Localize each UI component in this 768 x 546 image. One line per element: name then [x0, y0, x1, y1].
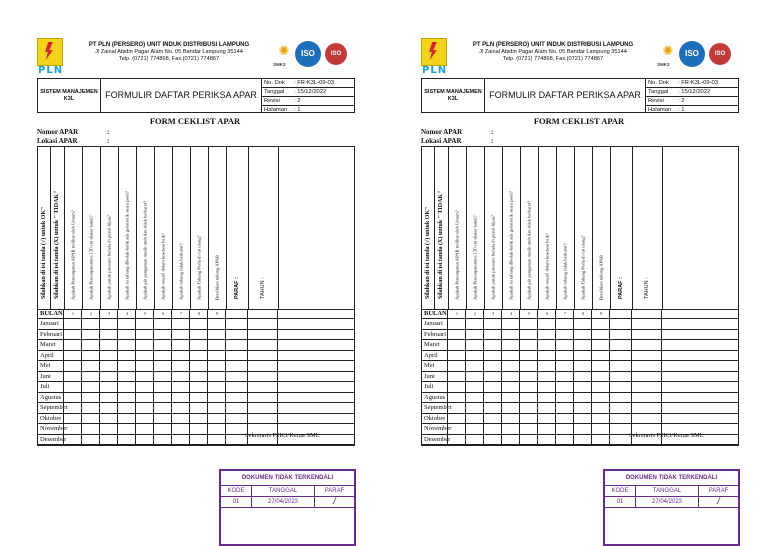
company-name: PT PLN (PERSERO) UNIT INDUK DISTRIBUSI LAMPUNG — [472, 42, 634, 48]
smk3-sun-icon: ✺ — [278, 43, 290, 58]
month-label: April — [40, 351, 54, 359]
smk3-label: SMK3 — [657, 62, 670, 67]
question-column — [118, 147, 137, 309]
uncontrolled-document-stamp — [603, 469, 740, 546]
grid-line — [447, 309, 448, 445]
question-number: 6 — [546, 311, 548, 316]
month-row — [422, 351, 738, 362]
month-label: Maret — [424, 341, 440, 348]
doc-info-key: Halaman — [264, 107, 288, 113]
question-number: 2 — [474, 311, 476, 316]
iso-logo-icon: ISO — [679, 41, 705, 67]
bulan-label: BULAN — [40, 310, 63, 317]
doc-info-key: Revisi — [264, 98, 280, 104]
question-column — [208, 147, 227, 309]
column-label: Apakah Penempatannya 120 cm diatas lantai? — [472, 215, 478, 300]
stamp-title: DOKUMEN TIDAK TERKENDALI — [221, 471, 354, 486]
doc-info-value: : FR-K3L-09-03 — [678, 80, 718, 86]
bulan-row — [422, 310, 738, 319]
grid-line — [81, 309, 82, 445]
month-label: Maret — [40, 341, 56, 348]
grid-line — [661, 309, 662, 445]
month-label: Juli — [424, 383, 434, 390]
system-label: SISTEM MANAJEMEN K3L — [38, 79, 101, 112]
column-label: Silahkan di isi tanda (X) untuk " TIDAK" — [54, 190, 60, 299]
stamp-value-row — [221, 497, 354, 508]
month-row — [38, 393, 354, 404]
column-label: Apakah Penempatannya 120 cm diatas lantai? — [88, 215, 94, 300]
column-label: Apakah isi tabung dibolak-balik ada gemeretik suara pasir? — [508, 190, 514, 300]
column-label: TAHUN : — [644, 277, 650, 299]
month-row — [422, 330, 738, 341]
question-number: 7 — [180, 311, 182, 316]
month-label: Oktober — [424, 414, 446, 422]
month-label: Juni — [424, 372, 435, 380]
checklist-header — [38, 147, 354, 310]
month-row — [38, 340, 354, 351]
month-row — [422, 361, 738, 372]
question-number: 8 — [198, 311, 200, 316]
month-label: Juni — [40, 372, 51, 380]
company-phone: Telp. (0721) 774868, Fax.(0721) 774867 — [118, 56, 220, 62]
instruction-column — [434, 147, 449, 309]
column-label: Silahkan di isi tanda (√) untuk OK" — [425, 206, 431, 299]
tahun-column — [248, 147, 279, 309]
question-column — [136, 147, 155, 309]
question-column — [484, 147, 503, 309]
month-row — [38, 330, 354, 341]
stamp-title: DOKUMEN TIDAK TERKENDALI — [605, 471, 738, 486]
stamp-tanggal: 27/04/2023 — [252, 497, 315, 507]
question-number: 3 — [492, 311, 494, 316]
month-label: September — [40, 404, 68, 411]
month-label: Oktober — [40, 414, 62, 422]
doc-info-value: : 1 — [294, 107, 301, 113]
grid-line — [483, 309, 484, 445]
column-label: Silahkan di isi tanda (X) untuk " TIDAK" — [438, 190, 444, 299]
column-label: Apakah pin pengaman masih utuh dan tidak berkarat? — [142, 200, 148, 300]
stamp-col-kode: KODE — [221, 486, 252, 496]
month-row — [422, 403, 738, 414]
month-label: Februari — [40, 330, 63, 338]
month-row — [422, 319, 738, 330]
month-row — [38, 319, 354, 330]
doc-info-row — [262, 88, 354, 97]
form-title: FORM CEKLIST APAR — [149, 116, 241, 126]
grid-line — [501, 309, 502, 445]
header-table — [37, 78, 355, 113]
question-number: 9 — [600, 311, 602, 316]
month-label: November — [40, 425, 68, 432]
month-label: Mei — [424, 362, 435, 369]
month-label: Agustus — [40, 393, 62, 401]
column-label: Silahkan di isi tanda (√) untuk OK" — [41, 206, 47, 299]
month-label: Mei — [40, 362, 51, 369]
month-row — [38, 372, 354, 383]
month-row — [38, 382, 354, 393]
question-number: 1 — [456, 311, 458, 316]
lokasi-apar-field — [421, 137, 494, 145]
doc-info-row — [646, 106, 738, 114]
checklist-header — [422, 147, 738, 310]
company-block — [65, 42, 273, 63]
pln-wordmark: PLN — [38, 65, 64, 76]
question-column — [100, 147, 119, 309]
month-row — [38, 361, 354, 372]
bulan-label: BULAN — [424, 310, 447, 317]
month-label: Januari — [40, 320, 59, 327]
question-number: 4 — [510, 311, 512, 316]
doc-info-value: : 1 — [678, 107, 685, 113]
grid-line — [247, 309, 248, 445]
pln-logo-icon — [37, 38, 63, 66]
doc-info-value: : 15/12/2022 — [294, 89, 327, 95]
uncontrolled-document-stamp — [219, 469, 356, 546]
question-number: 3 — [108, 311, 110, 316]
bulan-row — [38, 310, 354, 319]
lightning-bolt-icon — [429, 42, 437, 60]
company-name: PT PLN (PERSERO) UNIT INDUK DISTRIBUSI LAMPUNG — [88, 42, 250, 48]
system-label: SISTEM MANAJEMEN K3L — [422, 79, 485, 112]
question-number: 7 — [564, 311, 566, 316]
form-heading: FORMULIR DAFTAR PERIKSA APAR — [485, 79, 646, 112]
month-label: Desember — [40, 435, 67, 443]
doc-info-key: No. Dok — [264, 80, 285, 86]
column-label: Apakah Tabung Perlu di cat ulang? — [580, 235, 586, 300]
grid-line — [591, 309, 592, 445]
lokasi-apar-field — [37, 137, 110, 145]
doc-info-row — [262, 106, 354, 114]
doc-info-key: Tanggal — [264, 89, 285, 95]
month-row — [422, 393, 738, 404]
month-label: Januari — [424, 320, 443, 327]
nomor-apar-field — [421, 128, 494, 136]
stamp-col-tanggal: TANGGAL — [636, 486, 699, 496]
month-row — [38, 414, 354, 425]
company-address: Jl Zainal Abidin Pagar Alam No. 05 Bandar Lampung 35144 — [95, 49, 243, 55]
month-label: Agustus — [424, 393, 446, 401]
question-column — [574, 147, 593, 309]
stamp-col-kode: KODE — [605, 486, 636, 496]
month-row — [422, 340, 738, 351]
month-row — [422, 372, 738, 383]
question-number: 6 — [162, 311, 164, 316]
column-label: Apakah Penempatan APAR terlihat oleh Umum? — [454, 210, 460, 300]
doc-info-row — [262, 79, 354, 88]
column-label: Apakah tabung tidak berkarat? — [562, 243, 568, 300]
question-column — [448, 147, 467, 309]
stamp-tanggal: 27/04/2023 — [636, 497, 699, 507]
grid-line — [519, 309, 520, 445]
grid-line — [117, 309, 118, 445]
doc-info-value: : 2 — [678, 98, 685, 104]
checklist-table — [421, 146, 739, 446]
grid-line — [207, 309, 208, 445]
question-number: 5 — [528, 311, 530, 316]
company-phone: Telp. (0721) 774868, Fax.(0721) 774867 — [502, 56, 604, 62]
column-label: Bersihkan tabung APAR — [598, 254, 604, 300]
header-table — [421, 78, 739, 113]
grid-line — [573, 309, 574, 445]
iso-badge-icon: ISO — [325, 43, 347, 65]
grid-line — [465, 309, 466, 445]
question-number: 9 — [216, 311, 218, 316]
pln-wordmark: PLN — [422, 65, 448, 76]
month-row — [422, 382, 738, 393]
column-label: Apakah Tabung Perlu di cat ulang? — [196, 235, 202, 300]
column-label: Apakah Penempatan APAR terlihat oleh Umum? — [70, 210, 76, 300]
doc-info-row — [262, 97, 354, 106]
month-label: Februari — [424, 330, 447, 338]
grid-line — [555, 309, 556, 445]
doc-info-key: Revisi — [648, 98, 664, 104]
month-label: November — [424, 425, 452, 432]
stamp-signature-icon: / — [717, 496, 720, 507]
question-column — [154, 147, 173, 309]
question-number: 1 — [72, 311, 74, 316]
month-row — [38, 403, 354, 414]
column-label: Apakah nozzel dalam keadaan baik? — [160, 232, 166, 300]
letterhead — [421, 38, 737, 78]
column-label: Apakah isi tabung dibolak-balik ada gemeretik suara pasir? — [124, 190, 130, 300]
stamp-signature-icon: / — [333, 496, 336, 507]
question-number: 5 — [144, 311, 146, 316]
column-label: Apakah nozzel dalam keadaan baik? — [544, 232, 550, 300]
grid-line — [171, 309, 172, 445]
tahun-column — [632, 147, 663, 309]
lokasi-apar-label: Lokasi APAR — [37, 137, 78, 145]
question-column — [520, 147, 539, 309]
column-label: PARAF : — [618, 277, 624, 299]
month-label: Desember — [424, 435, 451, 443]
grid-line — [99, 309, 100, 445]
month-label: April — [424, 351, 438, 359]
document-page-left — [0, 0, 384, 543]
column-label: Apakah jarum pressure berada di posisi hijau? — [490, 215, 496, 300]
instruction-column — [50, 147, 65, 309]
iso-badge-icon: ISO — [709, 43, 731, 65]
question-column — [64, 147, 83, 309]
colon: : — [491, 128, 494, 136]
stamp-col-paraf: PARAF — [708, 488, 729, 494]
grid-line — [609, 309, 610, 445]
stamp-col-paraf: PARAF — [324, 488, 345, 494]
nomor-apar-label: Nomor APAR — [421, 128, 463, 136]
question-column — [502, 147, 521, 309]
grid-line — [225, 309, 226, 445]
nomor-apar-field — [37, 128, 110, 136]
paraf-column — [610, 147, 633, 309]
month-row — [422, 414, 738, 425]
stamp-col-tanggal: TANGGAL — [252, 486, 315, 496]
form-document — [421, 38, 737, 443]
company-address: Jl Zainal Abidin Pagar Alam No. 05 Bandar Lampung 35144 — [479, 49, 627, 55]
doc-info-value: : 2 — [294, 98, 301, 104]
colon: : — [107, 137, 110, 145]
grid-line — [537, 309, 538, 445]
letterhead — [37, 38, 353, 78]
signature-label: Sekretaris P2K3/Ketua SML — [629, 432, 704, 439]
month-label: Juli — [40, 383, 50, 390]
question-number: 4 — [126, 311, 128, 316]
grid-line — [631, 309, 632, 445]
column-label: Apakah pin pengaman masih utuh dan tidak berkarat? — [526, 200, 532, 300]
lokasi-apar-label: Lokasi APAR — [421, 137, 462, 145]
form-heading: FORMULIR DAFTAR PERIKSA APAR — [101, 79, 262, 112]
stamp-value-row — [605, 497, 738, 508]
form-document — [37, 38, 353, 443]
grid-line — [277, 309, 278, 445]
checklist-table — [37, 146, 355, 446]
paraf-column — [226, 147, 249, 309]
month-label: September — [424, 404, 452, 411]
stamp-kode: 01 — [605, 497, 636, 507]
document-page-right — [384, 0, 768, 543]
doc-info-row — [646, 97, 738, 106]
stamp-kode: 01 — [221, 497, 252, 507]
column-label: Bersihkan tabung APAR — [214, 254, 220, 300]
doc-info — [262, 79, 354, 112]
column-label: TAHUN : — [260, 277, 266, 299]
doc-info-key: Halaman — [648, 107, 672, 113]
doc-info-value: : FR-K3L-09-03 — [294, 80, 334, 86]
colon: : — [107, 128, 110, 136]
colon: : — [491, 137, 494, 145]
grid-line — [135, 309, 136, 445]
signature-label: Sekretaris P2K3/Ketua SML — [245, 432, 320, 439]
question-column — [82, 147, 101, 309]
lightning-bolt-icon — [45, 42, 53, 60]
doc-info-value: : 15/12/2022 — [678, 89, 711, 95]
doc-info-key: No. Dok — [648, 80, 669, 86]
iso-logo-icon: ISO — [295, 41, 321, 67]
question-number: 2 — [90, 311, 92, 316]
doc-info-row — [646, 88, 738, 97]
form-title: FORM CEKLIST APAR — [533, 116, 625, 126]
month-row — [38, 351, 354, 362]
column-label: Apakah tabung tidak berkarat? — [178, 243, 184, 300]
question-column — [556, 147, 575, 309]
question-column — [592, 147, 611, 309]
column-label: PARAF : — [234, 277, 240, 299]
smk3-label: SMK3 — [273, 62, 286, 67]
pln-logo-icon — [421, 38, 447, 66]
doc-info-row — [646, 79, 738, 88]
question-column — [466, 147, 485, 309]
question-column — [172, 147, 191, 309]
nomor-apar-label: Nomor APAR — [37, 128, 79, 136]
grid-line — [63, 309, 64, 445]
smk3-sun-icon: ✺ — [662, 43, 674, 58]
question-column — [190, 147, 209, 309]
doc-info — [646, 79, 738, 112]
grid-line — [189, 309, 190, 445]
company-block — [449, 42, 657, 63]
doc-info-key: Tanggal — [648, 89, 669, 95]
grid-line — [153, 309, 154, 445]
question-column — [538, 147, 557, 309]
column-label: Apakah jarum pressure berada di posisi hijau? — [106, 215, 112, 300]
question-number: 8 — [582, 311, 584, 316]
